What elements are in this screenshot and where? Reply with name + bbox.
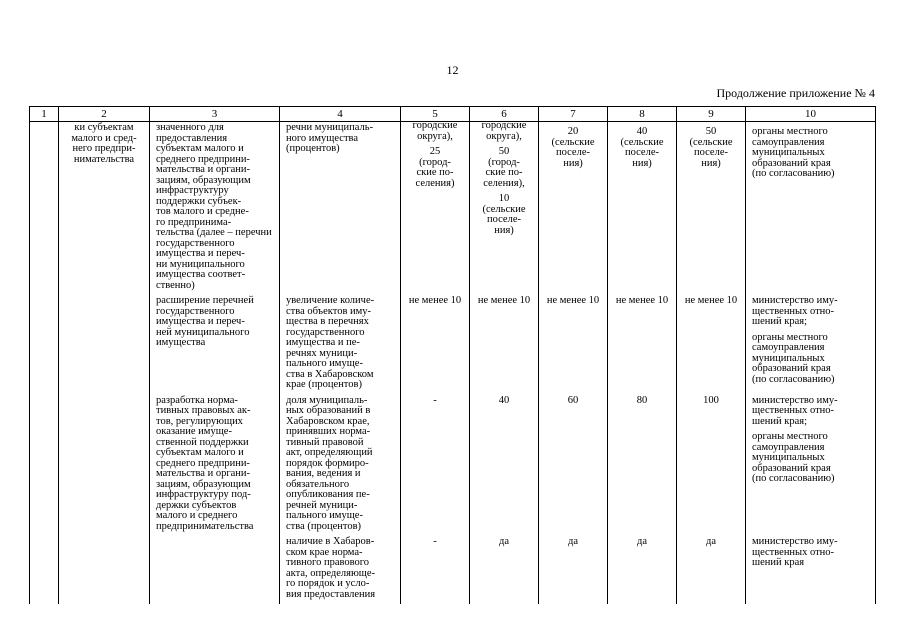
cell-value-2021 xyxy=(539,122,608,296)
cell-value-2020: да xyxy=(470,536,539,604)
cell-text: расширение перечней государственного имущества и переч- ней муниципального имущества xyxy=(156,295,254,348)
cell-text: министерство иму- щественных отно- шений края; xyxy=(752,394,838,427)
cell-executor xyxy=(746,122,876,296)
cell-value-2021: не менее 10 xyxy=(539,295,608,395)
cell-number xyxy=(30,395,59,537)
cell-value-2022: да xyxy=(608,536,677,604)
cell-text: министерство иму- щественных отно- шений края; xyxy=(752,295,838,327)
cell-indicator xyxy=(280,395,401,537)
cell-text: органы местного самоуправления муниципальных образований края (по согласованию) xyxy=(752,126,835,179)
cell-text: 50 (сельские поселе- ния) xyxy=(689,126,733,169)
cell-event-name xyxy=(59,122,150,296)
table-row xyxy=(30,295,876,395)
cell-measure xyxy=(150,122,280,296)
cell-text: 40 (сельские поселе- ния) xyxy=(620,126,664,169)
cell-measure xyxy=(150,536,280,604)
cell-indicator xyxy=(280,122,401,296)
cell-number xyxy=(30,122,59,296)
cell-value-2023: 100 xyxy=(677,395,746,537)
cell-value-2022: не менее 10 xyxy=(608,295,677,395)
cell-executor xyxy=(746,536,876,604)
cell-value-2019: не менее 10 xyxy=(401,295,470,395)
cell-value-2023 xyxy=(677,122,746,296)
cell-indicator xyxy=(280,536,401,604)
cell-value-2023: не менее 10 xyxy=(677,295,746,395)
cell-text: увеличение количе- ства объектов иму- щества в перечнях государственного имущества и пе- речнях муници- пального имуще- ства в Хабаровском крае (процентов) xyxy=(286,295,375,390)
continuation-label: Продолжение приложение № 4 xyxy=(716,86,875,100)
cell-indicator xyxy=(280,295,401,395)
cell-text: речни муниципаль- ного имущества (процентов) xyxy=(286,122,374,154)
column-header: 2 xyxy=(59,107,150,122)
cell-text: ки субъектам малого и сред- него предпри- нимательства xyxy=(71,122,137,165)
cell-text: значенного для предоставления субъектам малого и среднего предприни- мательства и органи- зациям, образующим инфраструктуру поддержки субъек- тов малого и средне- го предпринима- тельства (далее – перечни государственного имущества и переч- ни муниципального имущества соответ- ственно) xyxy=(156,122,272,291)
cell-executor xyxy=(746,295,876,395)
cell-text: городские округа), xyxy=(412,120,458,142)
cell-measure xyxy=(150,395,280,537)
cell-event-name xyxy=(59,395,150,537)
cell-measure xyxy=(150,295,280,395)
cell-event-name xyxy=(59,295,150,395)
cell-text: 25 (город- ские по- селения) xyxy=(415,146,455,189)
cell-value-2020: не менее 10 xyxy=(470,295,539,395)
cell-text: органы местного самоуправления муниципальных образований края (по согласованию) xyxy=(752,431,835,484)
cell-executor xyxy=(746,395,876,537)
table-row xyxy=(30,536,876,604)
column-header: 7 xyxy=(539,107,608,122)
cell-value-2022 xyxy=(608,122,677,296)
cell-text: министерство иму- щественных отно- шений края xyxy=(752,536,838,568)
cell-text: 50 (город- ские по- селения), xyxy=(483,146,525,189)
cell-value-2019: - xyxy=(401,536,470,604)
cell-value-2021: 60 xyxy=(539,395,608,537)
column-header: 9 xyxy=(677,107,746,122)
appendix-table xyxy=(29,106,876,604)
cell-text: разработка норма- тивных правовых ак- тов, регулирующих оказание имуще- ственной поддержки субъектам малого и среднего предприни- мательства и органи- зациям, образующим инфраструктуру под- держки субъектов малого и среднего предпринимательства xyxy=(156,394,254,532)
table-row xyxy=(30,122,876,296)
column-header: 5 xyxy=(401,107,470,122)
column-header: 1 xyxy=(30,107,59,122)
cell-text: городские округа), xyxy=(481,120,527,142)
cell-value-2022: 80 xyxy=(608,395,677,537)
cell-text: доля муниципаль- ных образований в Хабаровском крае, принявших норма- тивный правовой акт, определяющий порядок формиро- вания, ведения и обязательного опубликования пе- речней муници- пального имуще- ства (процентов) xyxy=(286,394,373,532)
cell-text: наличие в Хабаров- ском крае норма- тивного правового акта, определяюще- го порядок и усло- вия предоставления xyxy=(286,536,376,600)
cell-value-2023: да xyxy=(677,536,746,604)
cell-value-2019: - xyxy=(401,395,470,537)
column-header: 3 xyxy=(150,107,280,122)
cell-value-2020: 40 xyxy=(470,395,539,537)
column-header: 6 xyxy=(470,107,539,122)
column-header: 4 xyxy=(280,107,401,122)
cell-number xyxy=(30,536,59,604)
cell-text: 10 (сельские поселе- ния) xyxy=(482,193,526,236)
cell-value-2020 xyxy=(470,122,539,296)
cell-event-name xyxy=(59,536,150,604)
column-header: 8 xyxy=(608,107,677,122)
column-header: 10 xyxy=(746,107,876,122)
table-row xyxy=(30,395,876,537)
cell-number xyxy=(30,295,59,395)
cell-value-2021: да xyxy=(539,536,608,604)
cell-value-2019 xyxy=(401,122,470,296)
cell-text: 20 (сельские поселе- ния) xyxy=(551,126,595,169)
cell-text: органы местного самоуправления муниципальных образований края (по согласованию) xyxy=(752,331,835,385)
page-number: 12 xyxy=(446,63,459,77)
